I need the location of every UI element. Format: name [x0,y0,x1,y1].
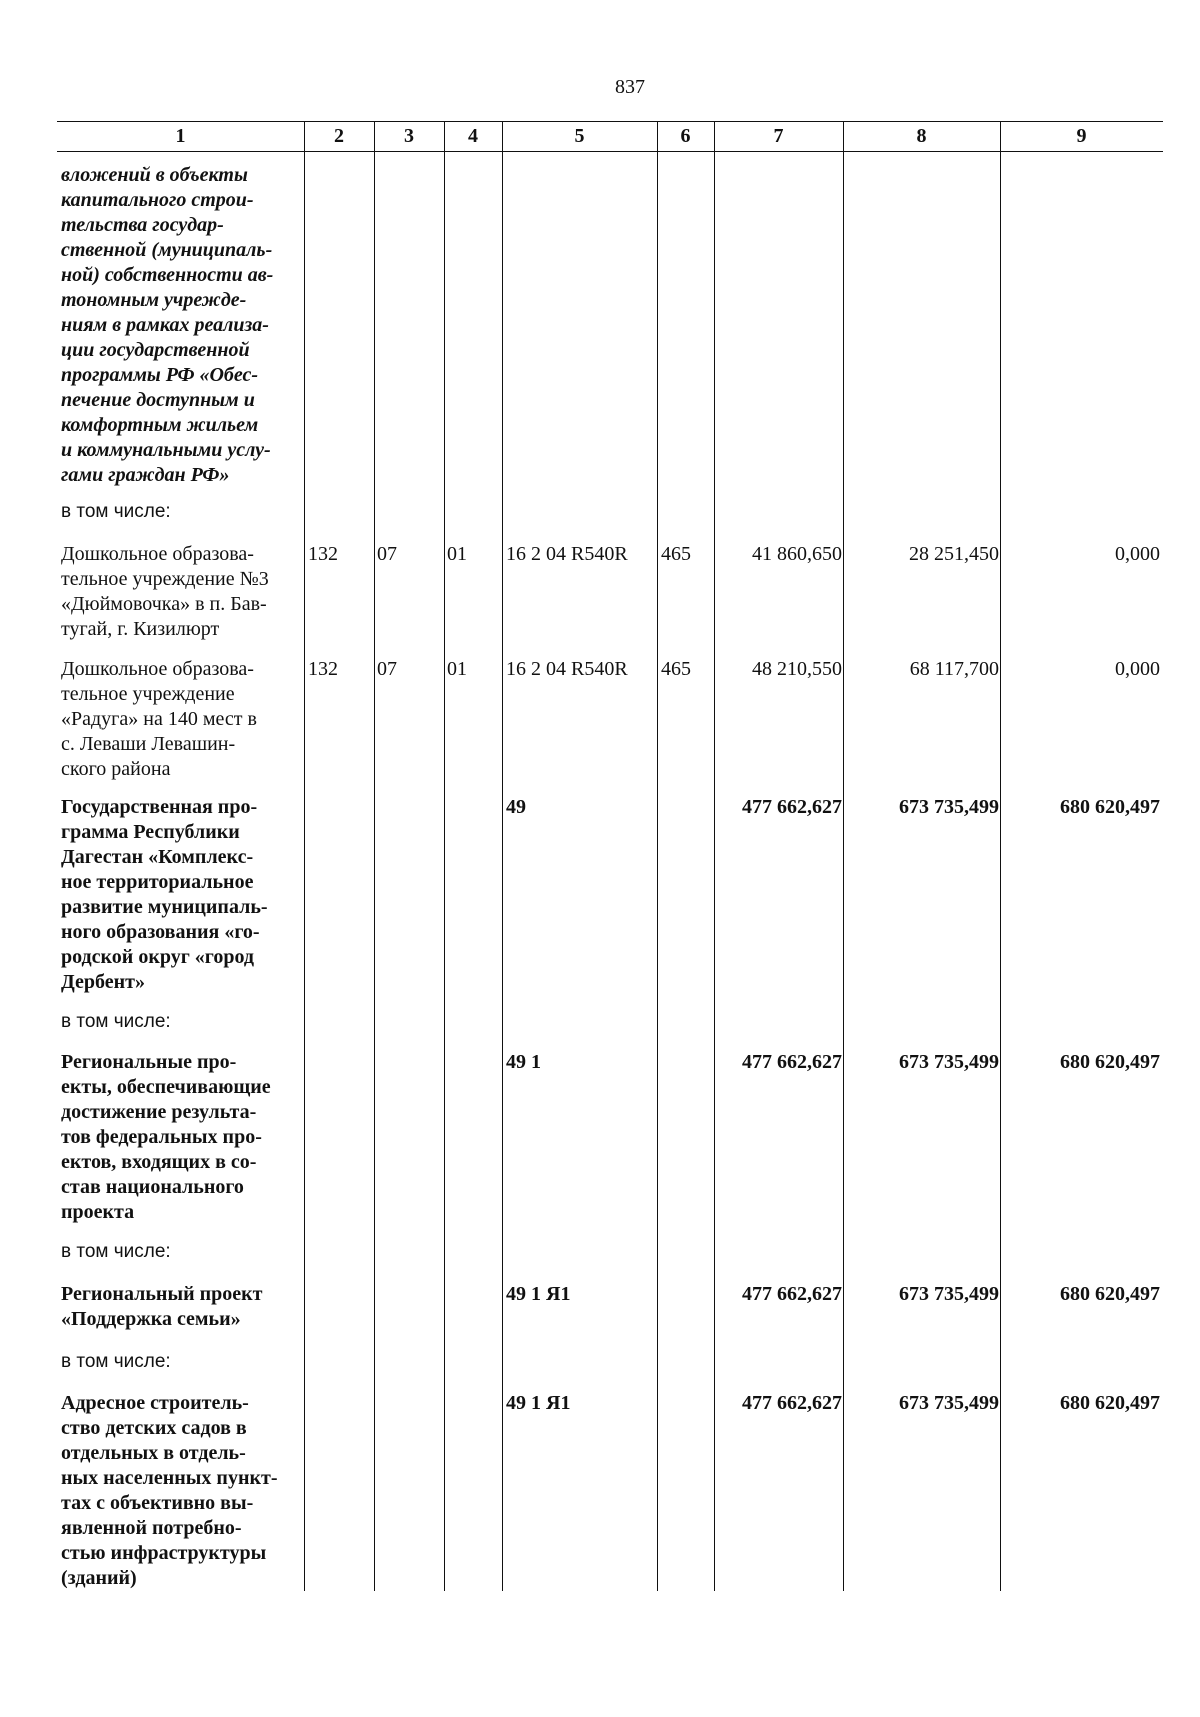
cell-target: 16 2 04 R540R [506,658,628,680]
cell-amount-1: 477 662,627 [742,1051,842,1073]
cell-amount-3: 680 620,497 [1060,1392,1160,1414]
cell-type: 465 [661,543,691,565]
column-header: 5 [574,125,585,147]
cell-amount-3: 680 620,497 [1060,796,1160,818]
cell-amount-2: 673 735,499 [899,1051,999,1073]
col-divider [1000,121,1001,1591]
column-header: 1 [175,125,186,147]
col-divider [374,121,375,1591]
cell-amount-2: 673 735,499 [899,1392,999,1414]
col-divider [502,121,503,1591]
column-header: 3 [404,125,414,147]
col-divider [444,121,445,1591]
col-divider [714,121,715,1591]
column-header: 8 [916,125,927,147]
row-name: Региональный проект «Поддержка семьи» [61,1283,263,1330]
row-name: в том числе: [61,1011,171,1032]
cell-amount-1: 477 662,627 [742,1392,842,1414]
budget-table [57,121,1163,1591]
row-name: вложений в объекты капитального строи- тельства государ- ственной (муниципаль- ной) собственности ав- тономным учрежде- ниям в рамках реализа- ции государственной программы РФ «Обес- печение доступным и комфортным жильем и коммунальными услу- гами граждан РФ» [61,164,274,486]
cell-amount-2: 673 735,499 [899,796,999,818]
cell-amount-1: 477 662,627 [742,1283,842,1305]
cell-target: 49 1 Я1 [506,1392,571,1414]
column-header: 4 [468,125,478,147]
cell-target: 49 1 [506,1051,541,1073]
row-name: в том числе: [61,1241,171,1262]
col-divider [657,121,658,1591]
row-name: Дошкольное образова- тельное учреждение «Радуга» на 140 мест в с. Леваши Левашин- ского района [61,658,257,780]
column-header: 6 [680,125,691,147]
cell-type: 465 [661,658,691,680]
cell-subsection: 01 [447,543,467,565]
cell-target: 49 [506,796,526,818]
row-name: Адресное строитель- ство детских садов в отдельных в отдель- ных населенных пункт- тах с объективно вы- явленной потребно- стью инфраструктуры (зданий) [61,1392,278,1589]
cell-target: 16 2 04 R540R [506,543,628,565]
cell-section: 07 [377,658,397,680]
row-name: Государственная про- грамма Республики Дагестан «Комплекс- ное территориальное развитие муниципаль- ного образования «го- родской округ «город Дербент» [61,796,268,993]
cell-amount-3: 680 620,497 [1060,1051,1160,1073]
row-name: Дошкольное образова- тельное учреждение №3 «Дюймовочка» в п. Бав- тугай, г. Кизилюрт [61,543,269,640]
col-divider [304,121,305,1591]
header-bottom-rule [57,151,1163,152]
column-header: 9 [1076,125,1087,147]
cell-amount-2: 673 735,499 [899,1283,999,1305]
table-top-rule [57,121,1163,122]
cell-target: 49 1 Я1 [506,1283,571,1305]
column-header: 7 [773,125,784,147]
col-divider [843,121,844,1591]
cell-code: 132 [308,543,338,565]
cell-amount-3: 0,000 [1115,658,1160,680]
cell-section: 07 [377,543,397,565]
cell-code: 132 [308,658,338,680]
cell-amount-1: 41 860,650 [752,543,842,565]
cell-amount-1: 477 662,627 [742,796,842,818]
row-name: Региональные про- екты, обеспечивающие достижение результа- тов федеральных про- ектов, входящих в со- став национального проекта [61,1051,271,1223]
column-header: 2 [334,125,344,147]
row-name: в том числе: [61,501,171,522]
row-name: в том числе: [61,1351,171,1372]
page-number: 837 [615,76,645,98]
cell-amount-3: 680 620,497 [1060,1283,1160,1305]
cell-amount-2: 68 117,700 [909,658,999,680]
cell-amount-2: 28 251,450 [909,543,999,565]
cell-amount-1: 48 210,550 [752,658,842,680]
cell-subsection: 01 [447,658,467,680]
cell-amount-3: 0,000 [1115,543,1160,565]
